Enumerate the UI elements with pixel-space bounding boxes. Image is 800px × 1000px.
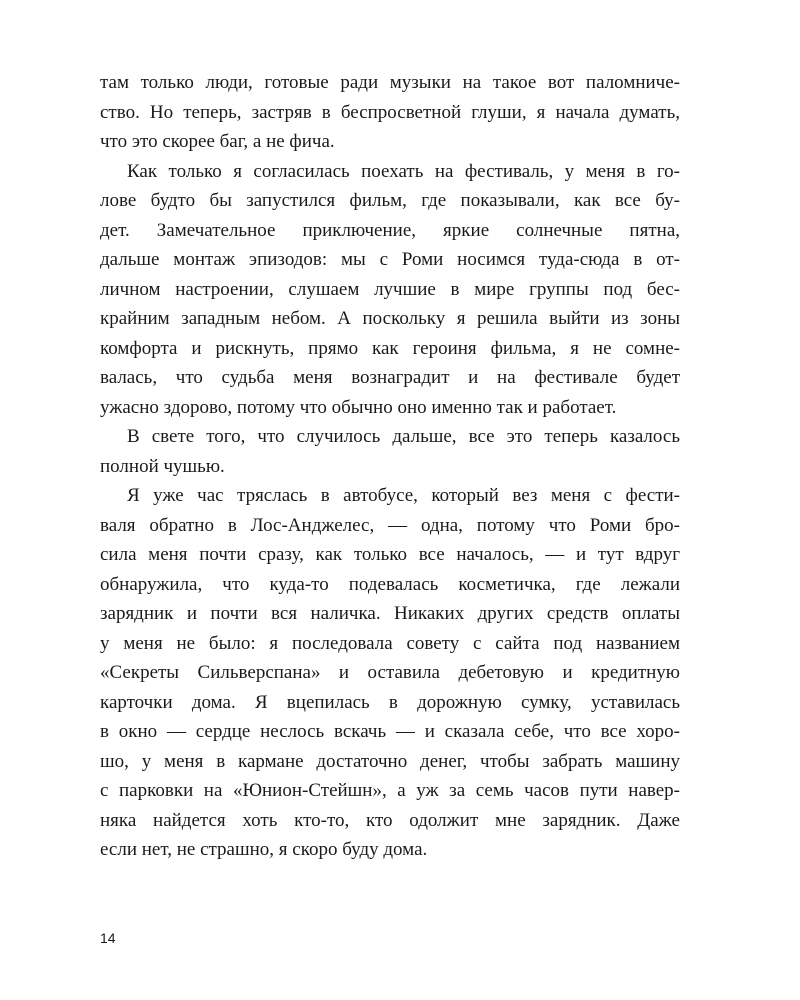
paragraph [100,422,680,481]
text-line: личном настроении, слушаем лучшие в мире группы под бес- [100,278,680,300]
text-line: обнаружила, что куда-то подевалась косметичка, где лежали [100,573,680,595]
text-line: Как только я согласилась поехать на фестиваль, у меня в го- [127,160,680,182]
text-line: дет. Замечательное приключение, яркие солнечные пятна, [100,219,680,241]
text-line: лове будто бы запустился фильм, где показывали, как все бу- [100,190,680,211]
text-line: зарядник и почти вся наличка. Никаких других средств оплаты [100,603,680,624]
text-line: в окно — сердце неслось вскачь — и сказала себе, что все хоро- [100,721,680,742]
paragraph [100,157,680,423]
text-line: сила меня почти сразу, как только все началось, — и тут вдруг [100,544,680,565]
text-line: Я уже час тряслась в автобусе, который вез меня с фести- [127,485,680,506]
text-line: полной чушью. [100,455,225,477]
text-line: валя обратно в Лос-Анджелес, — одна, потому что Роми бро- [100,514,680,536]
text-line: ужасно здорово, потому что обычно оно именно так и работает. [100,396,617,418]
text-line: В свете того, что случилось дальше, все это теперь казалось [127,426,680,447]
text-line: дальше монтаж эпизодов: мы с Роми носимся туда-сюда в от- [100,249,680,270]
text-line: с парковки на «Юнион-Стейшн», а уж за семь часов пути навер- [100,780,680,801]
body-text [100,68,680,865]
text-line: «Секреты Сильверспана» и оставила дебетовую и кредитную [100,662,680,683]
text-line: комфорта и рискнуть, прямо как героиня фильма, я не сомне- [100,337,680,359]
text-line: если нет, не страшно, я скоро буду дома. [100,839,428,860]
text-line: у меня не было: я последовала совету с сайта под названием [100,632,680,654]
text-line: крайним западным небом. А поскольку я решила выйти из зоны [100,308,680,329]
text-line: шо, у меня в кармане достаточно денег, чтобы забрать машину [100,750,680,772]
text-line: что это скорее баг, а не фича. [100,131,335,152]
paragraph [100,481,680,865]
page-number: 14 [100,930,116,946]
paragraph [100,68,680,157]
text-line: няка найдется хоть кто-то, кто одолжит мне зарядник. Даже [100,809,680,831]
text-line: там только люди, готовые ради музыки на такое вот паломниче- [100,72,680,93]
text-line: ство. Но теперь, застряв в беспросветной глуши, я начала думать, [100,101,680,123]
text-line: карточки дома. Я вцепилась в дорожную сумку, уставилась [100,691,680,713]
text-line: валась, что судьба меня вознаградит и на фестивале будет [100,367,680,388]
